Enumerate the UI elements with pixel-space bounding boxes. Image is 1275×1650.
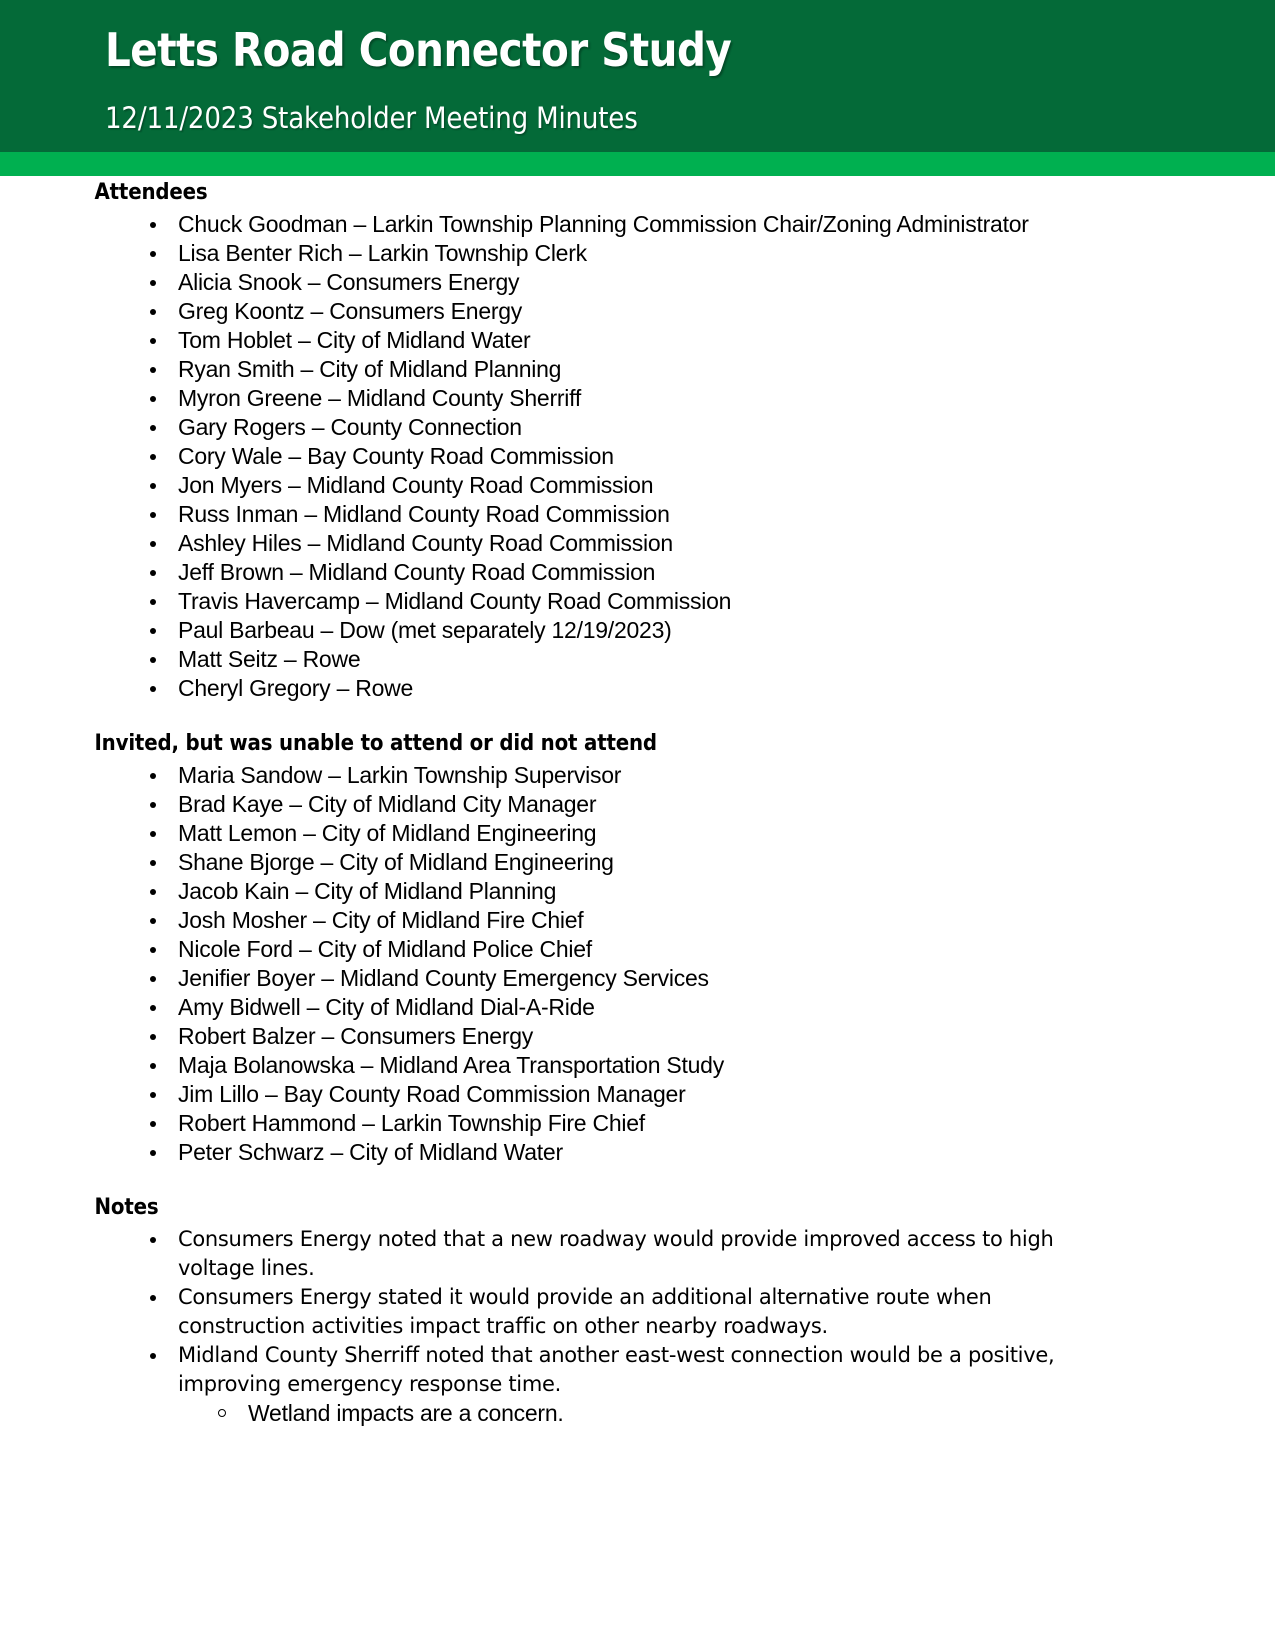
- list-item: Matt Lemon – City of Midland Engineering: [0, 819, 1275, 848]
- page-subtitle: 12/11/2023 Stakeholder Meeting Minutes: [105, 101, 638, 135]
- list-item: Lisa Benter Rich – Larkin Township Clerk: [0, 239, 1275, 268]
- list-item: Brad Kaye – City of Midland City Manager: [0, 790, 1275, 819]
- section-notes: [0, 1191, 1275, 1428]
- list-item: Shane Bjorge – City of Midland Engineering: [0, 848, 1275, 877]
- list-item: Jeff Brown – Midland County Road Commission: [0, 558, 1275, 587]
- section-spacer: [0, 1167, 1275, 1191]
- list-item: Jenifier Boyer – Midland County Emergency Services: [0, 964, 1275, 993]
- list-item: Robert Balzer – Consumers Energy: [0, 1022, 1275, 1051]
- section-invited: [0, 727, 1275, 1167]
- list-item: Josh Mosher – City of Midland Fire Chief: [0, 906, 1275, 935]
- header-accent-bar: [0, 152, 1275, 176]
- section-heading-invited: Invited, but was unable to attend or did not attend: [94, 731, 657, 756]
- list-item: Ashley Hiles – Midland County Road Commission: [0, 529, 1275, 558]
- list-item: Russ Inman – Midland County Road Commission: [0, 500, 1275, 529]
- list-item: Matt Seitz – Rowe: [0, 645, 1275, 674]
- notes-sub-list: [0, 1399, 1275, 1428]
- list-item: Consumers Energy stated it would provide an additional alternative route when construction activities impact traffic on other nearby roadways.: [0, 1283, 1275, 1341]
- list-item: Robert Hammond – Larkin Township Fire Chief: [0, 1109, 1275, 1138]
- section-spacer: [0, 703, 1275, 727]
- list-item: Chuck Goodman – Larkin Township Planning Commission Chair/Zoning Administrator: [0, 210, 1275, 239]
- page-title: Letts Road Connector Study: [105, 23, 732, 77]
- invited-list: [0, 761, 1275, 1167]
- list-item: Peter Schwarz – City of Midland Water: [0, 1138, 1275, 1167]
- section-heading-attendees: Attendees: [94, 180, 208, 205]
- sub-list-item: Wetland impacts are a concern.: [0, 1399, 1275, 1428]
- list-item: Maria Sandow – Larkin Township Supervisor: [0, 761, 1275, 790]
- section-heading-notes: Notes: [94, 1195, 159, 1220]
- document-body: [0, 176, 1275, 1428]
- list-item: Amy Bidwell – City of Midland Dial-A-Ride: [0, 993, 1275, 1022]
- header-banner: [0, 0, 1275, 152]
- list-item: Cory Wale – Bay County Road Commission: [0, 442, 1275, 471]
- list-item: Alicia Snook – Consumers Energy: [0, 268, 1275, 297]
- list-item: Tom Hoblet – City of Midland Water: [0, 326, 1275, 355]
- list-item: Nicole Ford – City of Midland Police Chief: [0, 935, 1275, 964]
- list-item: Cheryl Gregory – Rowe: [0, 674, 1275, 703]
- list-item: Gary Rogers – County Connection: [0, 413, 1275, 442]
- list-item: Greg Koontz – Consumers Energy: [0, 297, 1275, 326]
- list-item: Midland County Sherriff noted that another east-west connection would be a positive, improving emergency response time.: [0, 1341, 1275, 1399]
- list-item: Maja Bolanowska – Midland Area Transportation Study: [0, 1051, 1275, 1080]
- section-attendees: [0, 176, 1275, 703]
- list-item: Jacob Kain – City of Midland Planning: [0, 877, 1275, 906]
- list-item: Consumers Energy noted that a new roadway would provide improved access to high voltage lines.: [0, 1225, 1275, 1283]
- notes-list: [0, 1225, 1275, 1399]
- attendees-list: [0, 210, 1275, 703]
- list-item: Travis Havercamp – Midland County Road Commission: [0, 587, 1275, 616]
- list-item: Jon Myers – Midland County Road Commission: [0, 471, 1275, 500]
- list-item: Jim Lillo – Bay County Road Commission Manager: [0, 1080, 1275, 1109]
- list-item: Paul Barbeau – Dow (met separately 12/19/2023): [0, 616, 1275, 645]
- list-item: Ryan Smith – City of Midland Planning: [0, 355, 1275, 384]
- list-item: Myron Greene – Midland County Sherriff: [0, 384, 1275, 413]
